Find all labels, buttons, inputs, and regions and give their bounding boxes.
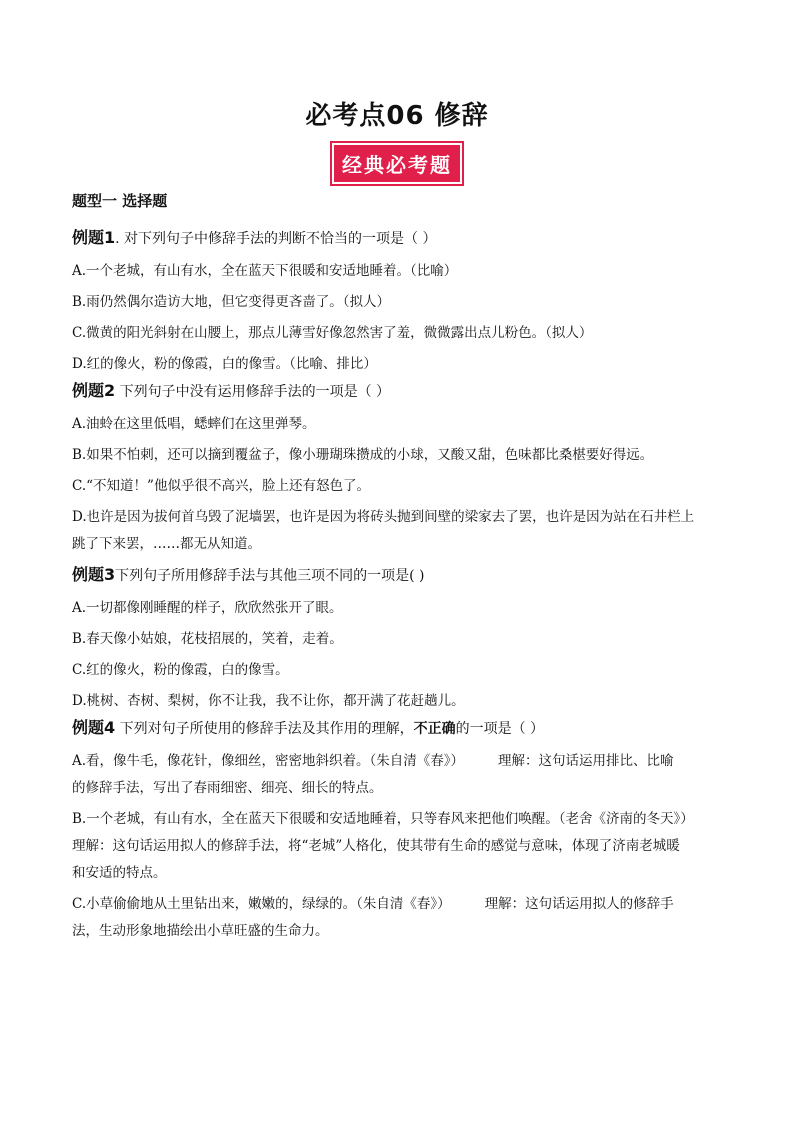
question-1 [72, 228, 732, 249]
option-c-note: 理解：这句话运用拟人的修辞手 [484, 896, 674, 912]
option-b: B.一个老城，有山有水，全在蓝天下很暖和安适地睡着，只等春风来把他们唤醒。（老舍《济南的冬天》） [72, 811, 694, 827]
question-text: 下列对句子所使用的修辞手法及其作用的理解， [115, 721, 414, 737]
question-number: 例题4 [72, 718, 116, 737]
question-number: 例题1 [72, 228, 116, 247]
option-b-continued-1: 理解：这句话运用拟人的修辞手法，将“老城”人格化，使其带有生命的感觉与意味，体现了济南老城暖 [72, 838, 680, 854]
question-text: . 对下列句子中修辞手法的判断不恰当的一项是（ ） [115, 231, 437, 247]
option-a-continued: 的修辞手法，写出了春雨细密、细亮、细长的特点。 [72, 780, 383, 796]
option-d: D.桃树、杏树、梨树，你不让我，我不让你，都开满了花赶趟儿。 [72, 693, 465, 709]
question-number: 例题2 [72, 381, 116, 400]
option-c: C.微黄的阳光斜射在山腰上，那点儿薄雪好像忽然害了羞，微微露出点儿粉色。（拟人） [72, 325, 593, 341]
page-title: 必考点06 修辞 [305, 101, 489, 131]
option-d: D.红的像火，粉的像霞，白的像雪。（比喻、排比） [72, 356, 377, 372]
option-c: C.“不知道！”他似乎很不高兴，脸上还有怒色了。 [72, 478, 370, 494]
option-a: A.一切都像刚睡醒的样子，欣欣然张开了眼。 [72, 600, 343, 616]
question-list [72, 228, 732, 952]
option-b-continued-2: 和安适的特点。 [72, 865, 167, 881]
question-text-end: 的一项是（ ） [455, 721, 545, 737]
question-text: 下列句子所用修辞手法与其他三项不同的一项是( ) [115, 568, 425, 584]
option-b: B.如果不怕刺，还可以摘到覆盆子，像小珊瑚珠攒成的小球，又酸又甜，色味都比桑椹要好得远。 [72, 447, 654, 463]
option-a [72, 751, 732, 771]
section-heading: 题型一 选择题 [72, 192, 168, 210]
option-c [72, 894, 732, 914]
banner-container [0, 143, 794, 184]
option-d-continued: 跳了下来罢，……都无从知道。 [72, 536, 261, 552]
question-number: 例题3 [72, 565, 116, 584]
question-3 [72, 565, 732, 586]
option-b: B.雨仍然偶尔造访大地，但它变得更吝啬了。（拟人） [72, 294, 390, 310]
question-2 [72, 381, 732, 402]
question-emphasis: 不正确 [413, 721, 456, 737]
option-b: B.春天像小姑娘，花枝招展的，笑着，走着。 [72, 631, 343, 647]
option-a: A.一个老城，有山有水，全在蓝天下很暖和安适地睡着。（比喻） [72, 263, 458, 279]
option-a-note: 理解：这句话运用排比、比喻 [498, 753, 674, 769]
option-c: C.红的像火，粉的像霞，白的像雪。 [72, 662, 289, 678]
option-c-text: C.小草偷偷地从土里钻出来，嫩嫩的，绿绿的。（朱自清《春》） [72, 896, 451, 912]
banner-label: 经典必考题 [332, 143, 462, 184]
option-c-continued: 法，生动形象地描绘出小草旺盛的生命力。 [72, 923, 329, 939]
option-a-text: A.看，像牛毛，像花针，像细丝，密密地斜织着。（朱自清《春》） [72, 753, 465, 769]
question-4 [72, 718, 732, 739]
option-a: A.油蛉在这里低唱，蟋蟀们在这里弹琴。 [72, 416, 316, 432]
option-d: D.也许是因为拔何首乌毁了泥墙罢，也许是因为将砖头抛到间壁的梁家去了罢，也许是因为站在石井栏上 [72, 509, 695, 525]
question-text: 下列句子中没有运用修辞手法的一项是（ ） [115, 384, 391, 400]
